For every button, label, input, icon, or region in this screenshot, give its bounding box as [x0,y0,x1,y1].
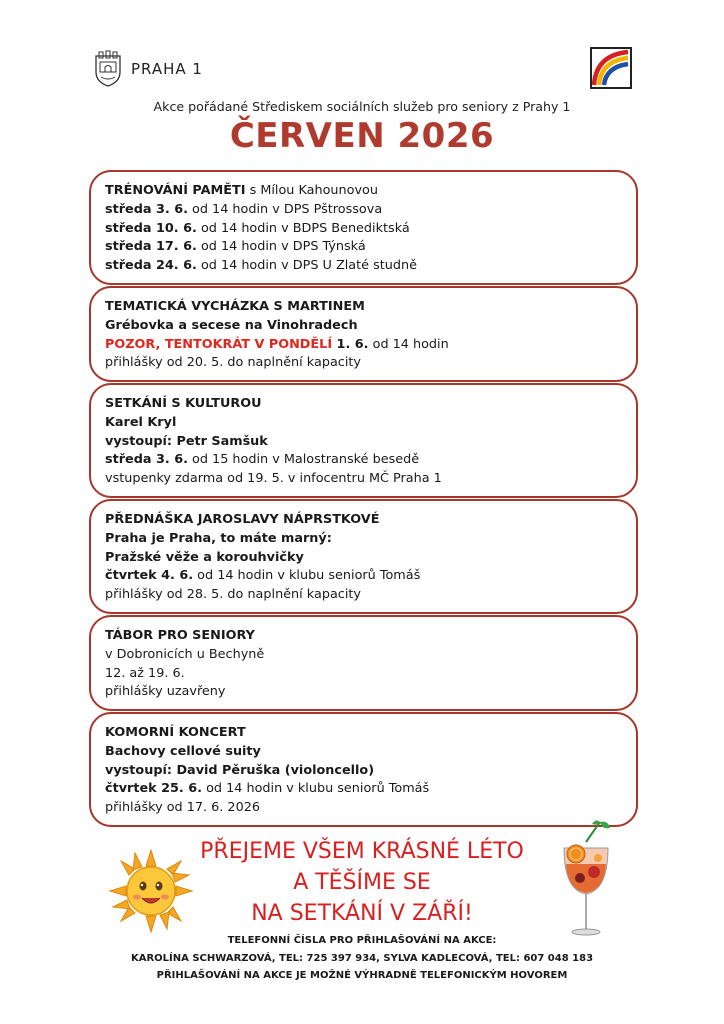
event-heading: KOMORNÍ KONCERT [105,725,246,740]
event-performer: vystoupí: David Pěruška (violoncello) [105,762,375,778]
page-title: ČERVEN 2026 [229,116,495,156]
event-time: od 15 hodin v Malostranské besedě [187,452,420,468]
summer-cocktail-icon [556,820,622,940]
event-time: od 14 hodin v DPS U Zlaté studně [196,258,417,274]
event-heading: PŘEDNÁŠKA JAROSLAVY NÁPRSTKOVÉ [105,512,380,527]
event-performer: vystoupí: Petr Samšuk [105,433,268,449]
event-time: od 14 hodin v klubu seniorů Tomáš [193,568,421,584]
event-time: od 14 hodin v klubu seniorů Tomáš [202,781,430,797]
contact-footer [0,932,724,985]
event-heading: SETKÁNÍ S KULTUROU [105,396,262,411]
event-lecture [89,499,638,614]
event-signup: přihlášky od 20. 5. do naplnění kapacity [105,355,361,371]
event-date: středa 3. 6. [105,452,188,468]
praha1-logo [93,48,223,90]
event-time: od 14 hodin v DPS Týnská [196,239,366,255]
footer-line: KAROLÍNA SCHWARZOVÁ, TEL: 725 397 934, SYLVA KADLECOVÁ, TEL: 607 048 183 [130,952,594,964]
greeting-line: NA SETKÁNÍ V ZÁŘÍ! [251,901,473,926]
event-heading: TEMATICKÁ VYCHÁZKA S MARTINEM [105,299,365,314]
greeting-line: A TĚŠÍME SE [293,870,431,895]
event-subject: Bachovy cellové suity [105,743,261,759]
event-heading: TRÉNOVÁNÍ PAMĚTI [105,183,246,198]
event-date: středa 24. 6. [105,258,197,274]
rainbow-logo-icon [590,47,632,89]
event-date: čtvrtek 25. 6. [105,781,203,797]
event-time: od 14 hodin [368,336,449,352]
event-signup: přihlášky od 28. 5. do naplnění kapacity [105,587,361,603]
event-subject: Pražské věže a korouhvičky [105,549,304,565]
praha1-coat-of-arms-icon [93,50,123,88]
event-themed-walk [89,286,638,382]
summer-greeting [150,836,574,929]
event-time: od 14 hodin v DPS Pštrossova [187,201,383,217]
greeting-line: PŘEJEME VŠEM KRÁSNÉ LÉTO [200,839,524,864]
event-date: středa 3. 6. [105,201,188,217]
subtitle: Akce pořádané Střediskem sociálních služeb pro seniory z Prahy 1 [153,99,571,114]
event-time: od 14 hodin v BDPS Benediktská [196,220,410,236]
event-senior-camp [89,615,638,711]
footer-line: PŘIHLAŠOVÁNÍ NA AKCE JE MOŽNÉ VÝHRADNĚ TELEFONICKÝM HOVOREM [156,970,568,981]
event-subject: Karel Kryl [105,414,177,430]
event-date: středa 10. 6. [105,220,197,236]
event-place: v Dobronicích u Bechyně [105,646,265,662]
footer-line: TELEFONNÍ ČÍSLA PRO PŘIHLAŠOVÁNÍ NA AKCE: [227,935,497,946]
event-dates: 12. až 19. 6. [105,665,185,681]
event-warning: POZOR, TENTOKRÁT V PONDĚLÍ [105,336,333,352]
event-subject: Grébovka a secese na Vinohradech [105,317,358,333]
event-culture-meeting [89,383,638,498]
event-date: středa 17. 6. [105,239,197,255]
event-chamber-concert [89,712,638,827]
praha1-logo-text: PRAHA 1 [131,60,203,78]
event-date: čtvrtek 4. 6. [105,568,194,584]
event-date: 1. 6. [332,336,369,352]
event-memory-training [89,170,638,285]
event-heading: TÁBOR PRO SENIORY [105,628,255,643]
event-signup: přihlášky od 17. 6. 2026 [105,800,260,816]
event-subject: Praha je Praha, to máte marný: [105,530,332,546]
event-signup: přihlášky uzavřeny [105,684,226,700]
event-tickets: vstupenky zdarma od 19. 5. v infocentru MČ Praha 1 [105,471,442,487]
event-heading-rest: s Mílou Kahounovou [245,183,378,198]
